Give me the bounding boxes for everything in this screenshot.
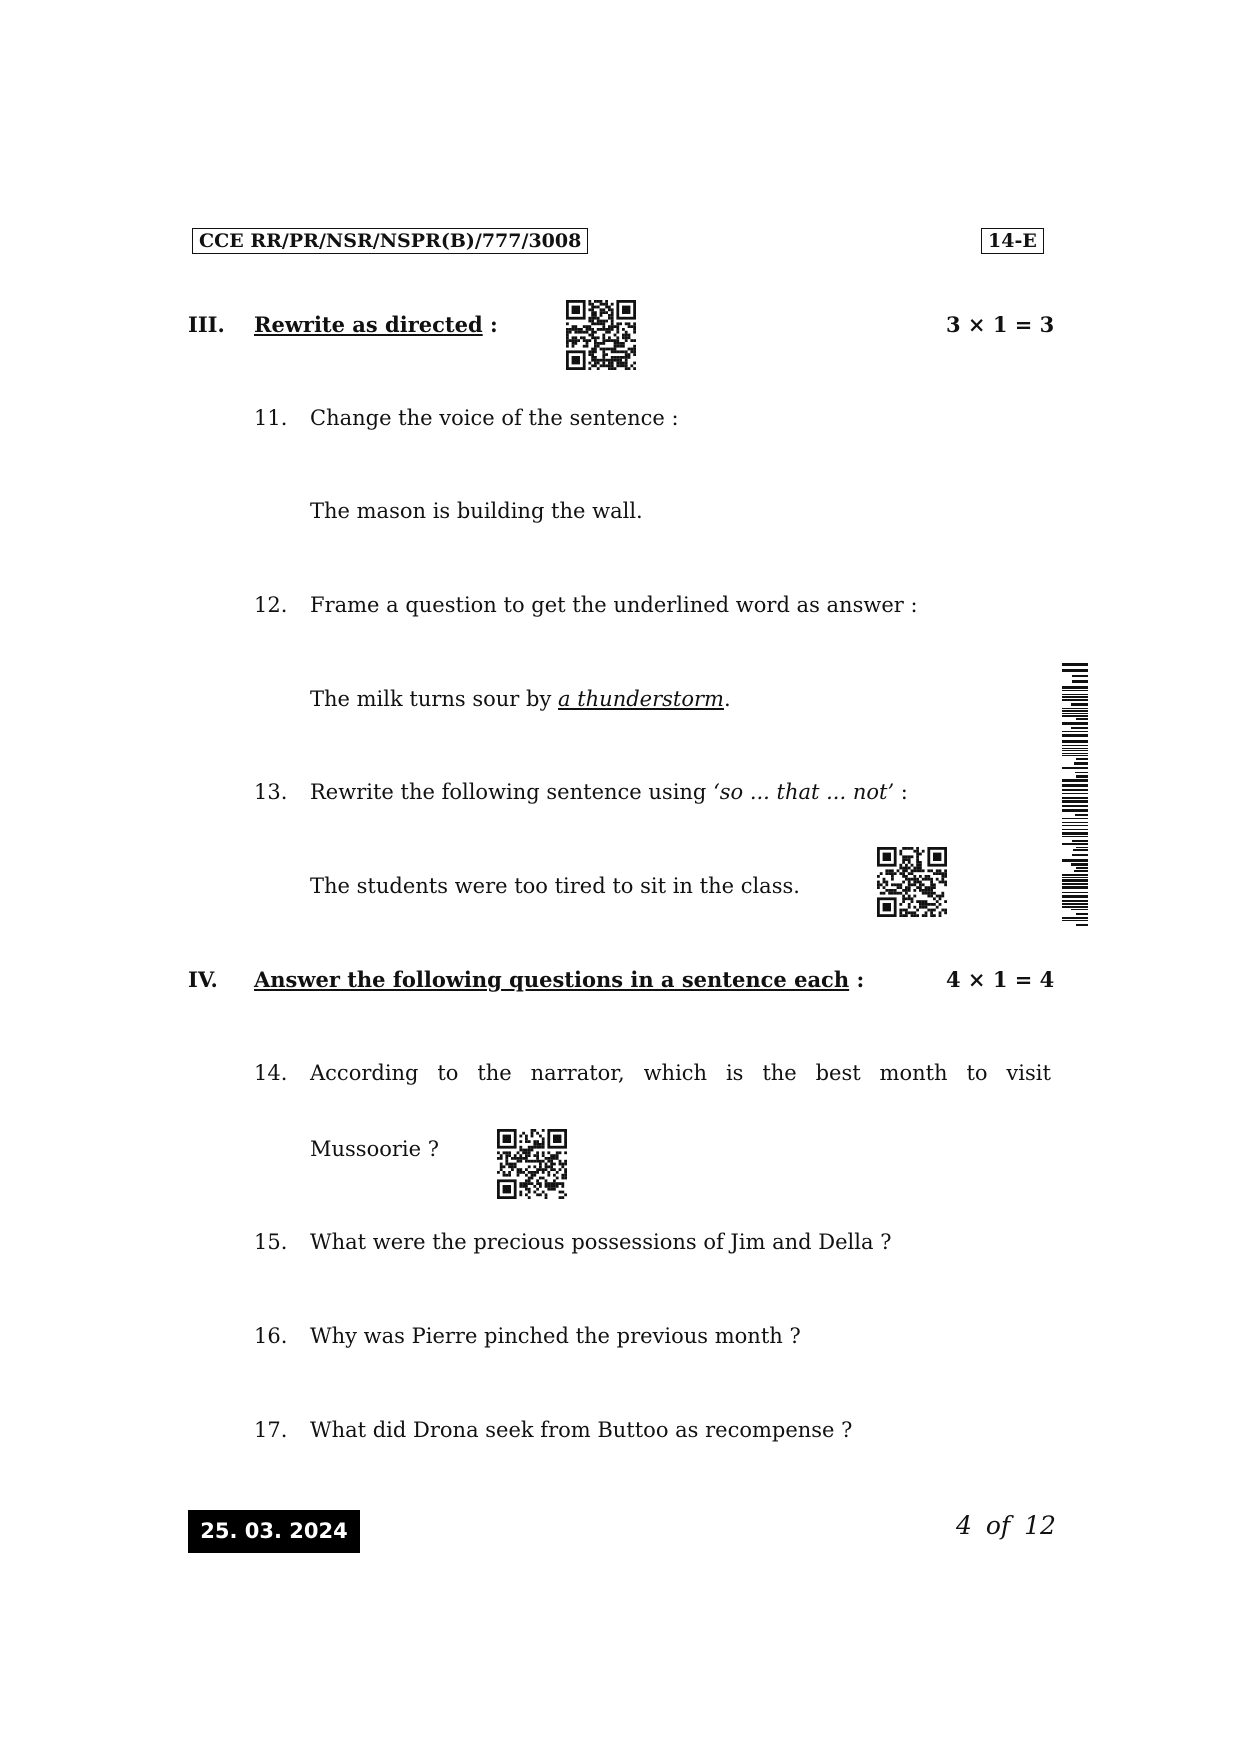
- q14-word: is: [725, 1061, 744, 1085]
- q14-word: to: [437, 1061, 459, 1085]
- qr-code-icon: [566, 300, 636, 370]
- q14-word: According: [310, 1061, 419, 1085]
- question-12-number: 12.: [254, 593, 288, 617]
- question-16-number: 16.: [254, 1324, 288, 1348]
- question-13-text: [310, 780, 908, 804]
- question-11-number: 11.: [254, 406, 288, 430]
- q14-word: narrator,: [530, 1061, 625, 1085]
- question-13-number: 13.: [254, 780, 288, 804]
- question-11-sentence: The mason is building the wall.: [310, 499, 643, 523]
- section-4-title-text: Answer the following questions in a sentence each: [254, 967, 850, 992]
- question-14-number: 14.: [254, 1061, 288, 1085]
- underlined-phrase: a thunderstorm: [558, 687, 724, 711]
- question-12-text: Frame a question to get the underlined word as answer :: [310, 593, 918, 617]
- section-4-title: [254, 967, 864, 992]
- question-16-text: Why was Pierre pinched the previous month ?: [310, 1324, 801, 1348]
- section-4-number: IV.: [188, 967, 218, 992]
- q14-word: month: [879, 1061, 948, 1085]
- q14-word: which: [643, 1061, 708, 1085]
- question-12-sentence-end: .: [723, 687, 731, 711]
- section-3-title: [254, 312, 498, 337]
- q14-word: to: [966, 1061, 988, 1085]
- exam-code-box: CCE RR/PR/NSR/NSPR(B)/777/3008: [192, 228, 588, 254]
- section-4-colon: :: [856, 967, 865, 992]
- question-12-sentence: [310, 687, 731, 711]
- so-that-not-phrase: ‘so ... that ... not’: [713, 780, 895, 804]
- question-12-sentence-start: The milk turns sour by: [310, 687, 559, 711]
- section-3-colon: :: [489, 312, 498, 337]
- section-3-number: III.: [188, 312, 225, 337]
- question-17-text: What did Drona seek from Buttoo as recompense ?: [310, 1418, 853, 1442]
- question-14-line-2: Mussoorie ?: [310, 1137, 439, 1161]
- q14-word: best: [815, 1061, 861, 1085]
- q14-word: the: [477, 1061, 512, 1085]
- question-17-number: 17.: [254, 1418, 288, 1442]
- question-13-text-end: :: [894, 780, 908, 804]
- q14-word: the: [762, 1061, 797, 1085]
- page-number: 4 of 12: [956, 1511, 1056, 1540]
- barcode-icon: [1062, 663, 1088, 933]
- question-14-text: [310, 1061, 1051, 1085]
- q14-word: visit: [1006, 1061, 1051, 1085]
- qr-code-icon: [497, 1129, 567, 1199]
- section-4-marks: 4 × 1 = 4: [946, 967, 1055, 992]
- qr-code-icon: [877, 847, 947, 917]
- question-11-text: Change the voice of the sentence :: [310, 406, 679, 430]
- paper-code-box: 14-E: [981, 228, 1044, 254]
- exam-date-badge: 25. 03. 2024: [188, 1510, 360, 1553]
- question-15-text: What were the precious possessions of Jim and Della ?: [310, 1230, 892, 1254]
- section-3-marks: 3 × 1 = 3: [946, 312, 1055, 337]
- section-3-title-text: Rewrite as directed: [254, 312, 483, 337]
- question-13-text-start: Rewrite the following sentence using: [310, 780, 714, 804]
- question-15-number: 15.: [254, 1230, 288, 1254]
- question-13-sentence: The students were too tired to sit in the class.: [310, 874, 800, 898]
